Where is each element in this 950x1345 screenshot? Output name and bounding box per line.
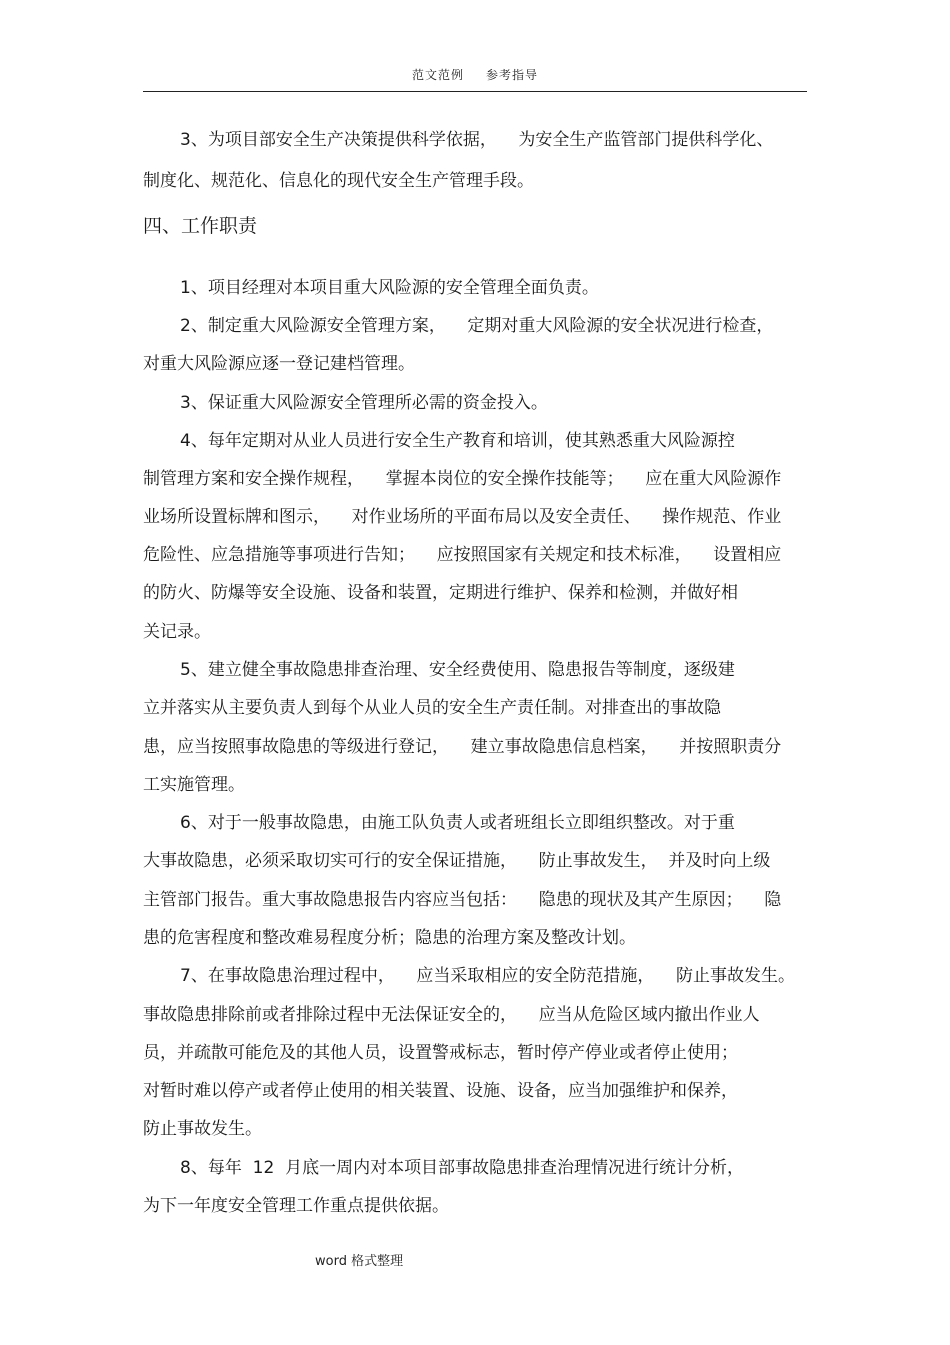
- text-line: 对重大风险源应逐一登记建档管理。: [143, 354, 415, 374]
- section-title: 四、工作职责: [143, 215, 258, 237]
- text-line: 主管部门报告。重大事故隐患报告内容应当包括： 隐患的现状及其产生原因； 隐: [143, 890, 782, 910]
- text-line: 1、项目经理对本项目重大风险源的安全管理全面负责。: [180, 278, 599, 298]
- text-line: 关记录。: [143, 622, 211, 642]
- header-left-text: 范文范例: [411, 68, 464, 82]
- text-line: 防止事故发生。: [143, 1119, 262, 1139]
- page-footer: word 格式整理: [315, 1254, 404, 1269]
- page-header: [143, 66, 807, 83]
- text-line: 7、在事故隐患治理过程中， 应当采取相应的安全防范措施， 防止事故发生。: [180, 966, 796, 986]
- text-line: 为下一年度安全管理工作重点提供依据。: [143, 1196, 449, 1216]
- text-line: 患的危害程度和整改难易程度分析；隐患的治理方案及整改计划。: [143, 928, 636, 948]
- text-line: 危险性、应急措施等事项进行告知； 应按照国家有关规定和技术标准， 设置相应: [143, 545, 782, 565]
- header-rule: [143, 91, 807, 92]
- text-line: 患，应当按照事故隐患的等级进行登记， 建立事故隐患信息档案， 并按照职责分: [143, 737, 782, 757]
- text-line: 2、制定重大风险源安全管理方案， 定期对重大风险源的安全状况进行检查，: [180, 316, 774, 336]
- text-line: 立并落实从主要负责人到每个从业人员的安全生产责任制。对排查出的事故隐: [143, 698, 721, 718]
- text-line: 3、保证重大风险源安全管理所必需的资金投入。: [180, 393, 548, 413]
- text-line: 工实施管理。: [143, 775, 245, 795]
- text-line: 对暂时难以停产或者停止使用的相关装置、设施、设备，应当加强维护和保养，: [143, 1081, 738, 1101]
- text-line: 的防火、防爆等安全设施、设备和装置，定期进行维护、保养和检测，并做好相: [143, 583, 738, 603]
- text-line: 4、每年定期对从业人员进行安全生产教育和培训，使其熟悉重大风险源控: [180, 431, 735, 451]
- text-line: 8、每年 12 月底一周内对本项目部事故隐患排查治理情况进行统计分析，: [180, 1158, 745, 1178]
- text-line: 5、建立健全事故隐患排查治理、安全经费使用、隐患报告等制度，逐级建: [180, 660, 735, 680]
- text-line: 制管理方案和安全操作规程， 掌握本岗位的安全操作技能等； 应在重大风险源作: [143, 469, 782, 489]
- text-line: 制度化、规范化、信息化的现代安全生产管理手段。: [143, 171, 534, 191]
- text-line: 大事故隐患，必须采取切实可行的安全保证措施， 防止事故发生， 并及时向上级: [143, 851, 771, 871]
- text-line: 业场所设置标牌和图示， 对作业场所的平面布局以及安全责任、 操作规范、作业: [143, 507, 782, 527]
- text-line: 事故隐患排除前或者排除过程中无法保证安全的， 应当从危险区域内撤出作业人: [143, 1005, 760, 1025]
- text-line: 员，并疏散可能危及的其他人员，设置警戒标志，暂时停产停业或者停止使用；: [143, 1043, 738, 1063]
- text-line: 3、为项目部安全生产决策提供科学依据， 为安全生产监管部门提供科学化、: [180, 130, 774, 150]
- text-line: 6、对于一般事故隐患，由施工队负责人或者班组长立即组织整改。对于重: [180, 813, 735, 833]
- header-right-text: 参考指导: [486, 68, 539, 82]
